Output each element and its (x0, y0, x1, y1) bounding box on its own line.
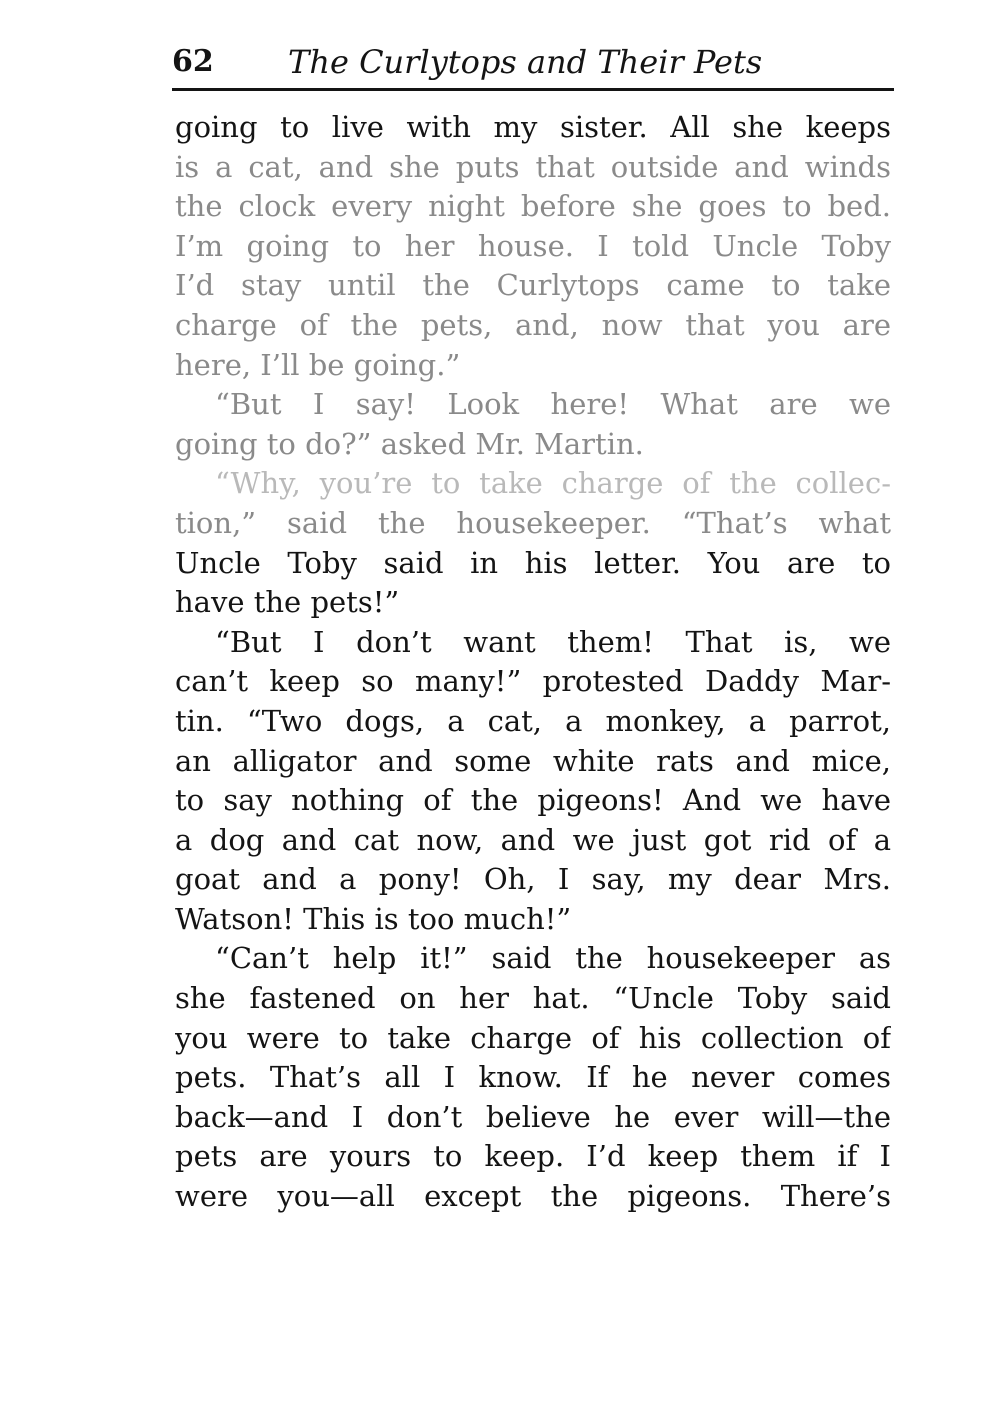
text-line: can’t keep so many!” protested Daddy Mar- (175, 664, 891, 699)
body-text (175, 108, 891, 1217)
text-line: goat and a pony! Oh, I say, my dear Mrs. (175, 862, 891, 897)
text-line: pets are yours to keep. I’d keep them if I (175, 1139, 891, 1174)
page-number: 62 (172, 44, 214, 79)
text-line: I’m going to her house. I told Uncle Toby (175, 228, 891, 263)
text-line: to say nothing of the pigeons! And we have (175, 783, 891, 818)
text-line: Watson! This is too much!” (175, 901, 572, 936)
text-line: charge of the pets, and, now that you are (175, 307, 891, 342)
text-line: an alligator and some white rats and mice, (175, 743, 891, 778)
text-line: Uncle Toby said in his letter. You are to (175, 545, 891, 580)
text-line: a dog and cat now, and we just got rid of a (175, 822, 891, 857)
text-line: “But I say! Look here! What are we (215, 387, 891, 422)
text-line: were you—all except the pigeons. There’s (175, 1179, 891, 1214)
text-line: tion,” said the housekeeper. “That’s what (175, 505, 891, 540)
text-line: pets. That’s all I know. If he never comes (175, 1060, 891, 1095)
page-header (172, 42, 892, 82)
text-line: tin. “Two dogs, a cat, a monkey, a parrot, (175, 703, 891, 738)
text-line: you were to take charge of his collection of (175, 1020, 891, 1055)
text-line: is a cat, and she puts that outside and winds (175, 149, 891, 184)
text-line: “But I don’t want them! That is, we (215, 624, 891, 659)
text-line: “Why, you’re to take charge of the collec- (215, 466, 891, 501)
text-line: going to live with my sister. All she keeps (175, 110, 891, 144)
running-title: The Curlytops and Their Pets (288, 43, 763, 81)
text-line: “Can’t help it!” said the housekeeper as (215, 941, 891, 976)
text-line: have the pets!” (175, 585, 400, 620)
text-line: the clock every night before she goes to bed. (175, 189, 891, 224)
text-line: she fastened on her hat. “Uncle Toby said (175, 981, 891, 1016)
text-line: back—and I don’t believe he ever will—the (175, 1099, 891, 1134)
header-rule (172, 88, 894, 91)
text-line: here, I’ll be going.” (175, 347, 461, 382)
text-line: going to do?” asked Mr. Martin. (175, 426, 644, 461)
text-line: I’d stay until the Curlytops came to take (175, 268, 891, 303)
